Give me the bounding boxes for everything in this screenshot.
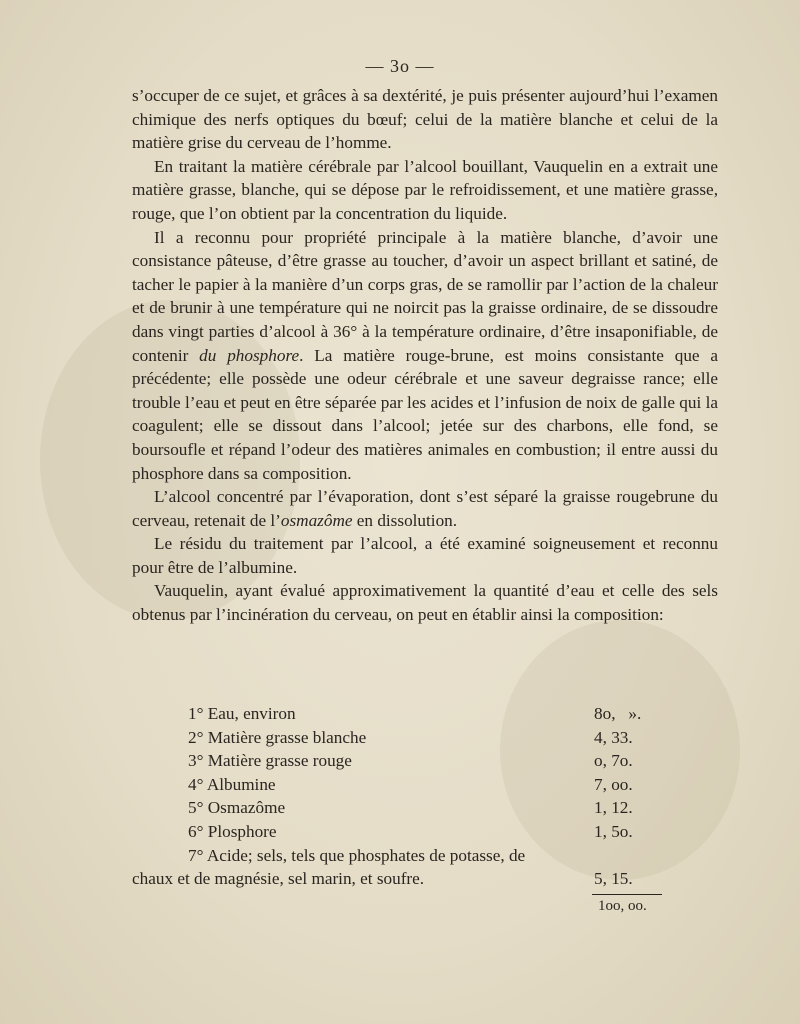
composition-value: o, 7o. xyxy=(594,751,633,771)
composition-label-continued: chaux et de magnésie, sel marin, et soufre. xyxy=(132,869,425,889)
paragraph: s’occuper de ce sujet, et grâces à sa dextérité, je puis présenter aujourd’hui l’examen chimique des nerfs optiques du bœuf; celui de la matière blanche et celui de la matière grise du cerveau de l’homme. xyxy=(132,86,718,153)
composition-row xyxy=(132,796,718,820)
body-text xyxy=(132,84,718,627)
composition-label: 6° Plosphore xyxy=(188,821,277,841)
composition-total: 1oo, oo. xyxy=(598,897,647,914)
italic-term: osmazôme xyxy=(280,510,353,530)
composition-value: 1, 12. xyxy=(594,798,633,818)
paragraph: Vauquelin, ayant évalué approximativement la quantité d’eau et celle des sels obtenus par l’incinération du cerveau, on peut en établir ainsi la composition: xyxy=(132,581,718,625)
composition-label: 5° Osmazôme xyxy=(188,798,286,818)
composition-value: 7, oo. xyxy=(594,774,633,794)
paragraph-text: en dissolution. xyxy=(352,510,458,530)
composition-row xyxy=(132,820,718,844)
composition-row xyxy=(132,749,718,773)
composition-label: 7° Acide; sels, tels que phosphates de potasse, de xyxy=(188,845,526,865)
composition-label: 4° Albumine xyxy=(188,774,276,794)
paragraph: Le résidu du traitement par l’alcool, a été examiné soigneusement et reconnu pour être de l’albumine. xyxy=(132,534,718,577)
composition-total-row xyxy=(132,895,718,919)
paragraph-text: Il a reconnu pour propriété principale à la matière blanche, d’avoir une consistance pâteuse, d’être grasse au toucher, d’avoir un aspect brillant et satiné, de tacher le papier à la manière d’un corps gras, de se ramollir par l’action de la chaleur et de brunir à une température qui ne noircit pas la graisse ordinaire, de se dissoudre dans vingt parties d’alcool à 36° à la température ordinaire, d’être insaponifiable, de contenir xyxy=(132,227,718,365)
composition-row xyxy=(132,844,718,891)
composition-row xyxy=(132,773,718,797)
composition-table xyxy=(132,702,718,918)
composition-label: 2° Matière grasse blanche xyxy=(188,727,367,747)
composition-value: 8o, ». xyxy=(594,704,642,723)
composition-label: 3° Matière grasse rouge xyxy=(188,751,352,771)
italic-term: du phosphore xyxy=(199,345,300,365)
composition-row xyxy=(132,726,718,750)
paragraph: En traitant la matière cérébrale par l’alcool bouillant, Vauquelin en a extrait une matière grasse, blanche, qui se dépose par le refroidissement, et une matière grasse, rouge, que l’on obtient par la concentration du liquide. xyxy=(132,156,718,223)
paragraph-text: . La matière rouge-brune, est moins consistante que a précédente; elle possède une odeur cérébrale et une saveur degraisse rance; elle trouble l’eau et peut en être séparée par les acides et l’infusion de noix de galle qui la coagulent; elle se dissout dans l’alcool; jetée sur des charbons, elle fond, se boursoufle et répand l’odeur des matières animales en combustion; il entre aussi du phosphore dans sa composition. xyxy=(132,345,719,483)
paragraph-text: L’alcool concentré par l’évaporation, dont s’est séparé la graisse rougebrune du cerveau, retenait de l’ xyxy=(132,487,718,530)
composition-value: 5, 15. xyxy=(594,869,633,889)
composition-label: 1° Eau, environ xyxy=(188,704,296,723)
composition-row xyxy=(132,702,718,726)
paragraph xyxy=(132,226,718,486)
page-number: — 3o — xyxy=(365,56,435,76)
composition-value: 1, 5o. xyxy=(594,821,633,841)
paragraph xyxy=(132,485,718,532)
composition-value: 4, 33. xyxy=(594,727,633,747)
